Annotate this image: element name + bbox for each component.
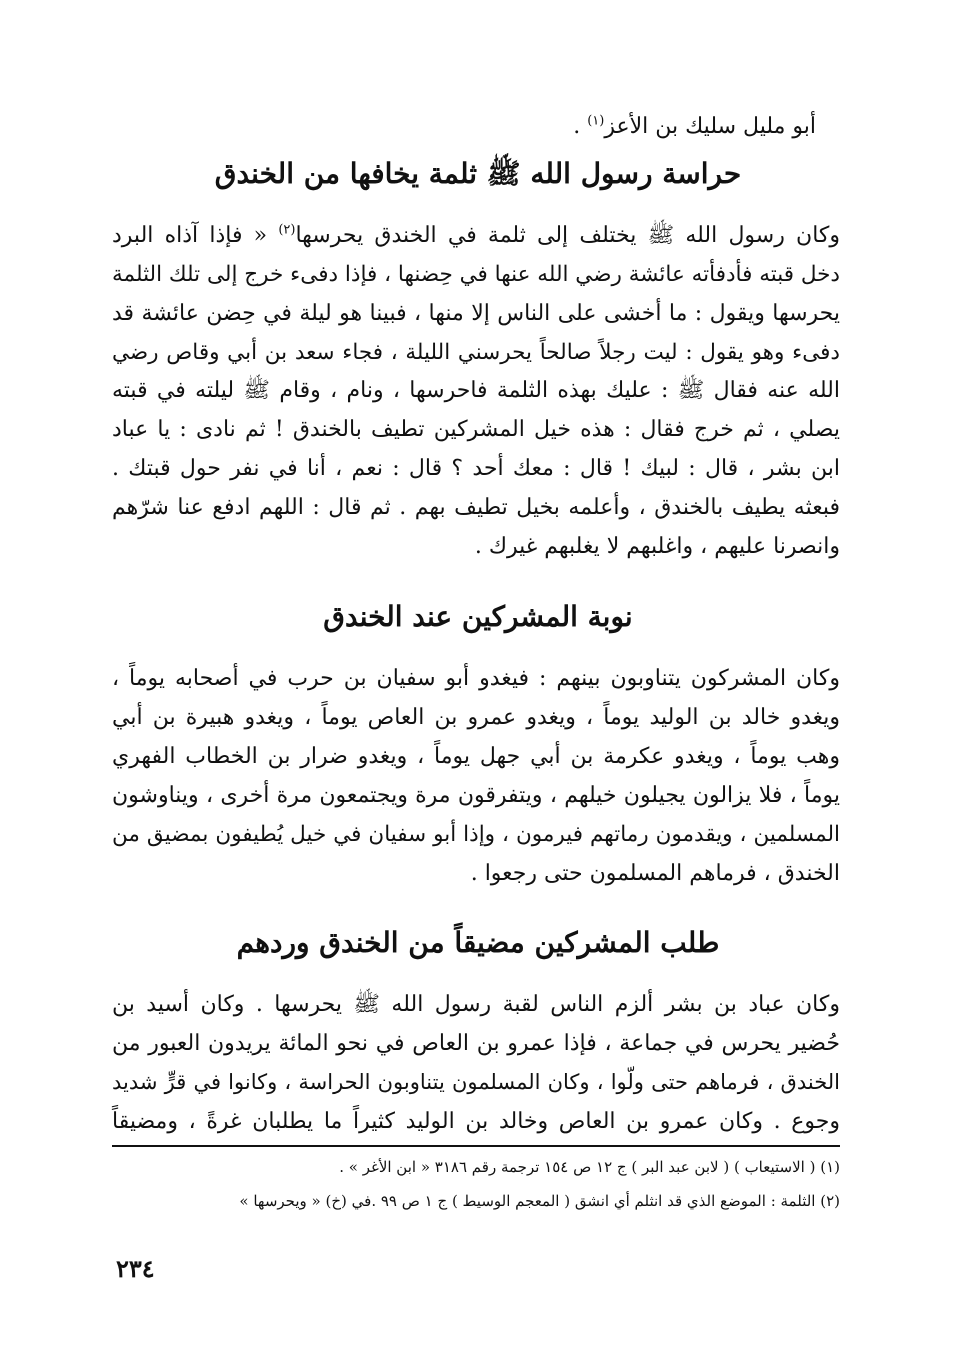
paragraph-line: الخندق ، فرماهم حتى ولّوا ، وكان المسلمون يتناوبون الحراسة ، وكانوا في قرٍّ شديد — [112, 1070, 840, 1094]
paragraph-line: الخندق ، فرماهم المسلمون حتى رجعوا . — [470, 861, 840, 886]
section-heading: نوبة المشركين عند الخندق — [323, 600, 633, 633]
paragraph-line: وهب يوماً ، ويغدو عكرمة بن أبي جهل يوماً ، ويغدو ضرار بن الخطاب الفهري — [112, 744, 840, 769]
paragraph-line: وجوع . وكان عمرو بن العاص وخالد بن الوليد كثيراً ما يطلبان غرةً ، ومضيقاً — [112, 1109, 840, 1134]
paragraph-line: وانصرنا عليهم ، واغلبهم لا يغلبهم غيرك . — [474, 534, 840, 559]
paragraph-line: يحرسها ويقول : ما أخشى على الناس إلا منها ، فبينا هو ليلة في حِضن عائشة قد — [112, 301, 840, 326]
paragraph-line: دفىء وهو يقول : ليت رجلاً صالحاً يحرسني الليلة ، فجاء سعد بن أبي وقاص رضي — [112, 340, 840, 365]
paragraph-line: دخل قبته فأدفأته عائشة رضي الله عنها في حِضنها ، فإذا دفىء خرج إلى تلك الثلمة — [112, 262, 840, 287]
paragraph-line: يوماً ، فلا يزالون يجيلون خيلهم ، ويتفرقون مرة ويجتمعون مرة أخرى ، ويناوشون — [112, 783, 840, 808]
paragraph-line: وكان عباد بن بشر ألزم الناس لقبة رسول الله ﷺ يحرسها . وكان أسيد بن — [112, 992, 840, 1017]
paragraph-line: ابن بشر ، قال : لبيك ! قال : معك أحد ؟ قال : نعم ، أنا في نفر حول قبتك . — [112, 456, 840, 481]
footnote-marker: (٢) — [278, 222, 296, 238]
footnote: (٢) الثلمة : الموضع الذي قد انثلم أي انشق ( المعجم الوسيط ) ج ١ ص ٩٩ .في (خ) « ويحرسها » — [239, 1192, 840, 1210]
footnote-marker: (١) — [587, 113, 605, 129]
paragraph-line: وكان رسول الله ﷺ يختلف إلى ثلمة في الخندق يحرسها$^{(٢)}$ « فإذا آذاه البرد — [112, 222, 841, 248]
paragraph-line: ويغدو خالد بن الوليد يوماً ، ويغدو عمرو بن العاص يوماً ، ويغدو هبيرة بن أبي — [112, 705, 840, 730]
paragraph-line: فبعثه يطيف بالخندق ، وأعلمه بخيل تطيف بهم . ثم قال : اللهم ادفع عنا شرّهم — [112, 495, 840, 520]
paragraph-line: المسلمين ، ويقدمون رماتهم فيرمون ، وإذا أبو سفيان في خيل يُطيفون بمضيق من — [112, 822, 840, 847]
section-heading: حراسة رسول الله ﷺ ثلمة يخافها من الخندق — [214, 157, 742, 190]
footnote-divider — [112, 1145, 840, 1147]
paragraph-line: وكان المشركون يتناوبون بينهم : فيغدو أبو سفيان بن حرب في أصحابه يوماً ، — [112, 666, 840, 691]
paragraph-line: حُضير يحرس في جماعة ، فإذا عمرو بن العاص في نحو المائة يريدون العبور من — [112, 1031, 840, 1056]
section-heading: طلب المشركين مضيقاً من الخندق وردهم — [236, 926, 720, 959]
paragraph-line: الله عنه فقال ﷺ : عليك بهذه الثلمة فاحرسها ، ونام ، وقام ﷺ ليلته في قبته — [112, 378, 840, 403]
intro-line: أبو مليل سليك بن الأعز$^{(١)}$ . — [573, 113, 816, 139]
footnote: (١) ( الاستيعاب ) ( لابن عبد البر ) ج ١٢ ص ١٥٤ ترجمة رقم ٣١٨٦ « ابن الأغر » . — [339, 1158, 840, 1176]
paragraph-line: يصلي ، ثم خرج فقال : هذه خيل المشركين تطيف بالخندق ! ثم نادى : يا عباد — [112, 417, 840, 442]
page-number: ٢٣٤ — [116, 1254, 155, 1283]
